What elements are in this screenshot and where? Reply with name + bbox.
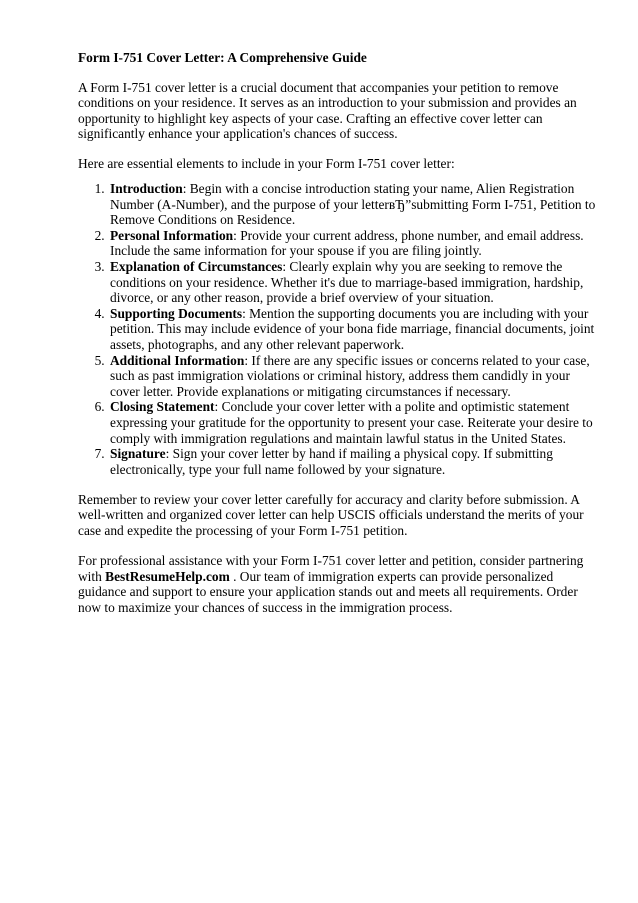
list-item bbox=[108, 446, 598, 477]
list-item bbox=[108, 259, 598, 306]
list-item-term: Closing Statement bbox=[110, 399, 215, 415]
brand-link[interactable]: BestResumeHelp.com bbox=[105, 568, 230, 584]
list-item-term: Personal Information bbox=[110, 227, 234, 243]
list-item bbox=[108, 353, 598, 400]
list-item-term: Additional Information bbox=[110, 352, 245, 368]
closing-text-after: . Our team of immigration experts can provide personalized guidance and support to ensure your application stands out and meets all requirements. Order now to maximize your chances of success in the immigration process. bbox=[78, 568, 578, 615]
list-item-term: Explanation of Circumstances bbox=[110, 259, 283, 275]
list-item bbox=[108, 399, 598, 446]
list-item-text: : Begin with a concise introduction stating your name, Alien Registration Number (A-Number), and the purpose of your letterвЂ”submitting Form I-751, Petition to Remove Conditions on Residence. bbox=[110, 181, 596, 228]
list-item-term: Supporting Documents bbox=[110, 305, 243, 321]
list-item bbox=[108, 228, 598, 259]
list-item-text: : Sign your cover letter by hand if mailing a physical copy. If submitting electronically, type your full name followed by your signature. bbox=[110, 446, 553, 477]
list-item-text: : Mention the supporting documents you are including with your petition. This may include evidence of your bona fide marriage, financial documents, joint assets, photographs, and any other relevant paperwork. bbox=[110, 305, 595, 352]
reminder-paragraph: Remember to review your cover letter carefully for accuracy and clarity before submission. A well-written and organized cover letter can help USCIS officials understand the merits of your case and expedite the processing of your Form I-751 petition. bbox=[78, 491, 584, 539]
closing-text-before: For professional assistance with your Form I-751 cover letter and petition, consider partnering with bbox=[78, 553, 584, 584]
closing-paragraph bbox=[78, 553, 598, 615]
elements-list bbox=[78, 181, 598, 477]
list-item-term: Signature bbox=[110, 446, 166, 462]
document-page bbox=[78, 50, 598, 630]
list-item-text: : Conclude your cover letter with a polite and optimistic statement expressing your gratitude for the opportunity to present your case. Reiterate your desire to comply with immigration regulations and maintain lawful status in the United States. bbox=[110, 399, 593, 446]
document-title: Form I-751 Cover Letter: A Comprehensive Guide bbox=[78, 50, 367, 65]
list-item-text: : If there are any specific issues or concerns related to your case, such as past immigration violations or criminal history, address them candidly in your cover letter. Provide explanations or mitigating circumstances if necessary. bbox=[110, 352, 590, 399]
list-item bbox=[108, 306, 598, 353]
intro-paragraph: A Form I-751 cover letter is a crucial document that accompanies your petition to remove conditions on your residence. It serves as an introduction to your submission and provides an opportunity to highlight key aspects of your case. Crafting an effective cover letter can significantly enhance your application's chances of success. bbox=[78, 79, 577, 142]
list-item-term: Introduction bbox=[110, 181, 183, 197]
list-item bbox=[108, 181, 598, 228]
list-item-text: : Provide your current address, phone number, and email address. Include the same information for your spouse if you are filing jointly. bbox=[110, 227, 584, 259]
list-lead-paragraph: Here are essential elements to include in your Form I-751 cover letter: bbox=[78, 156, 455, 172]
list-item-text: : Clearly explain why you are seeking to remove the conditions on your residence. Whether it's due to marriage-based immigration, hardship, divorce, or any other reason, provide a brief overview of your situation. bbox=[110, 259, 584, 306]
